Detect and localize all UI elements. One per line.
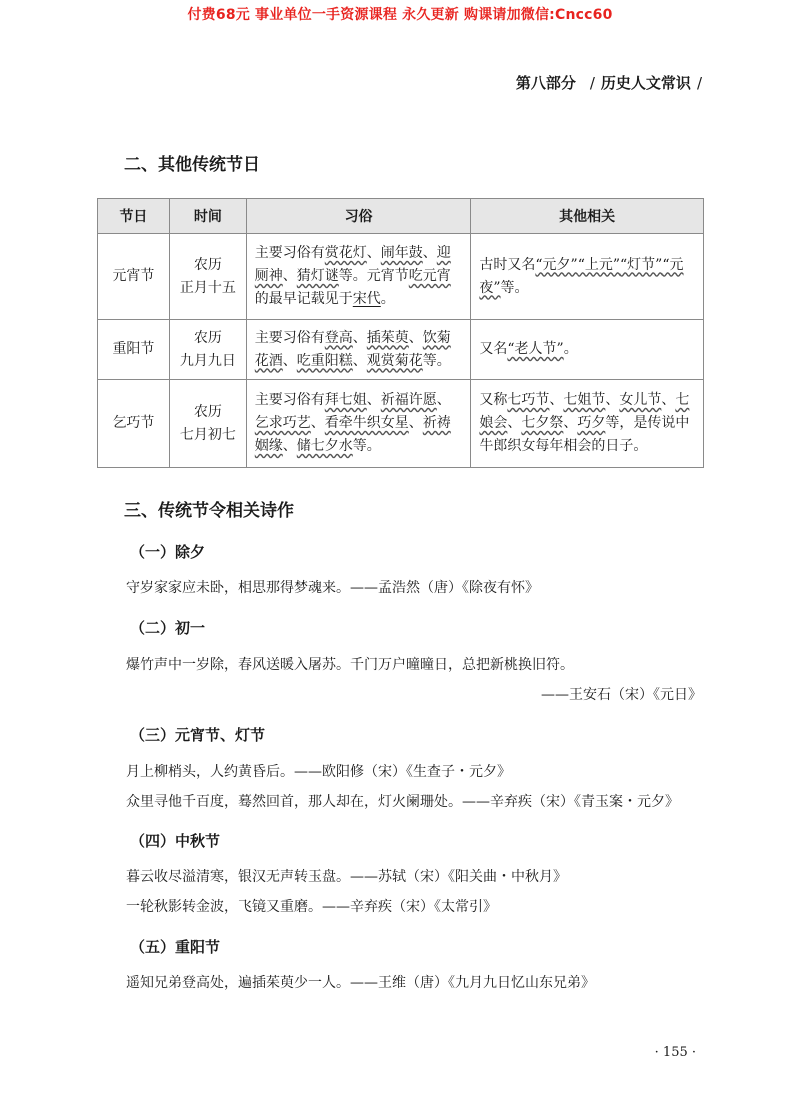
running-head — [516, 72, 702, 93]
part-label: 第八部分 — [515, 74, 576, 92]
marked-term: “元夕” — [535, 256, 578, 273]
section-heading: 三、传统节令相关诗作 — [124, 501, 294, 521]
separator: / — [589, 74, 595, 92]
separator: / — [696, 74, 702, 92]
text-fragment: 等，是传说中牛郎织女每年相会的日子。 — [479, 415, 690, 454]
marked-term: 祈福许愿 — [380, 392, 437, 408]
marked-term: 七娘会 — [479, 392, 690, 431]
festival-other — [471, 380, 704, 468]
text-fragment: 、 — [436, 392, 451, 408]
festival-name: 元宵节 — [98, 234, 170, 320]
text-fragment: 主要习俗有 — [254, 392, 325, 408]
marked-term: 女儿节 — [619, 392, 662, 408]
subsection-heading: （五）重阳节 — [130, 938, 221, 956]
festival-table — [97, 198, 704, 468]
text-fragment: 的最早记载见于 — [254, 291, 353, 307]
table-header-row — [98, 199, 704, 234]
text-fragment: 、 — [549, 392, 564, 408]
marked-term: 吃元宵 — [408, 268, 451, 284]
subsection-heading: （二）初一 — [130, 619, 206, 637]
marked-term: “灯节” — [620, 256, 663, 273]
poem-line: 众里寻他千百度，蓦然回首，那人却在，灯火阑珊处。——辛弃疾（宋）《青玉案・元夕》 — [126, 794, 679, 810]
marked-term: 猜灯谜 — [296, 268, 339, 284]
text-fragment: 古时又名 — [479, 256, 536, 273]
festival-name: 乞巧节 — [98, 380, 170, 468]
festival-time: 农历 七月初七 — [169, 380, 246, 468]
promo-banner: 付费68元 事业单位一手资源课程 永久更新 购课请加微信:Cncc60 — [187, 7, 613, 23]
marked-term: 插茱萸 — [366, 329, 409, 346]
text-fragment: 、 — [310, 415, 325, 431]
section-heading: 二、其他传统节日 — [124, 155, 260, 175]
poem-line: 月上柳梢头，人约黄昏后。——欧阳修（宋）《生查子・元夕》 — [126, 764, 511, 780]
marked-term: 吃重阳糕 — [296, 352, 353, 369]
text-fragment: 主要习俗有 — [254, 329, 325, 346]
table-row — [98, 380, 704, 468]
text-fragment: 、 — [282, 352, 297, 369]
marked-term: 祈祷姻缘 — [254, 415, 451, 454]
marked-term: “上元” — [577, 256, 621, 273]
topic-label: 历史人文常识 — [600, 74, 691, 92]
festival-time: 农历 九月九日 — [169, 320, 246, 380]
subsection-heading: （三）元宵节、灯节 — [130, 726, 266, 744]
text-fragment: 主要习俗有 — [254, 245, 325, 261]
poem-line: 守岁家家应未卧，相思那得梦魂来。——孟浩然（唐）《除夜有怀》 — [126, 580, 539, 596]
text-fragment: 又名 — [479, 341, 508, 357]
text-fragment: 。 — [563, 341, 578, 357]
subsection-heading: （一）除夕 — [130, 543, 206, 561]
marked-term: 储七夕水 — [296, 438, 353, 454]
column-header: 习俗 — [246, 199, 471, 234]
text-fragment: 、 — [408, 415, 423, 431]
poem-line: 爆竹声中一岁除，春风送暖入屠苏。千门万户曈曈日，总把新桃换旧符。 — [126, 657, 574, 673]
marked-term: 登高 — [324, 329, 353, 346]
text-fragment: 等。 — [352, 438, 381, 454]
text-fragment: 、 — [507, 415, 522, 431]
marked-term: “老人节” — [507, 341, 564, 357]
text-fragment: 、 — [282, 268, 297, 284]
text-fragment: 、 — [366, 392, 381, 408]
marked-term: 七姐节 — [563, 392, 606, 408]
text-fragment: 、 — [661, 392, 676, 408]
text-fragment: 、 — [366, 245, 381, 261]
text-fragment: 、 — [352, 352, 367, 369]
marked-term: 七巧节 — [507, 392, 550, 408]
festival-other — [471, 234, 704, 320]
marked-term: 宋代 — [352, 291, 381, 307]
marked-term: 乞求巧艺 — [254, 415, 311, 431]
column-header: 时间 — [169, 199, 246, 234]
festival-customs — [246, 234, 471, 320]
subsection-heading: （四）中秋节 — [130, 832, 221, 850]
table-row — [98, 320, 704, 380]
text-fragment: 等。 — [500, 279, 529, 296]
marked-term: 观赏菊花 — [366, 352, 423, 369]
marked-term: 巧夕 — [577, 415, 606, 431]
festival-customs — [246, 320, 471, 380]
marked-term: 闹年鼓 — [380, 245, 423, 261]
text-fragment: 。 — [380, 291, 395, 307]
text-fragment: 、 — [605, 392, 620, 408]
text-fragment: 又称 — [479, 392, 508, 408]
poem-line: 遥知兄弟登高处，遍插茱萸少一人。——王维（唐）《九月九日忆山东兄弟》 — [126, 975, 595, 991]
text-fragment: 等。元宵节 — [338, 268, 409, 284]
column-header: 节日 — [98, 199, 170, 234]
marked-term: 拜七姐 — [324, 392, 367, 408]
text-fragment: 、 — [282, 438, 297, 454]
marked-term: “元夜” — [479, 256, 684, 296]
marked-term: 七夕祭 — [521, 415, 564, 431]
poem-attribution: ——王安石（宋）《元日》 — [541, 687, 702, 703]
text-fragment: 、 — [563, 415, 578, 431]
column-header: 其他相关 — [471, 199, 704, 234]
text-fragment: 、 — [408, 329, 423, 346]
poem-line: 一轮秋影转金波，飞镜又重磨。——辛弃疾（宋）《太常引》 — [126, 899, 497, 915]
festival-name: 重阳节 — [98, 320, 170, 380]
marked-term: 赏花灯 — [324, 245, 367, 261]
page-number: · 155 · — [654, 1045, 696, 1060]
text-fragment: 、 — [422, 245, 437, 261]
festival-customs — [246, 380, 471, 468]
text-fragment: 、 — [352, 329, 367, 346]
text-fragment: 等。 — [422, 352, 451, 369]
poem-line: 暮云收尽溢清寒，银汉无声转玉盘。——苏轼（宋）《阳关曲・中秋月》 — [126, 869, 567, 885]
marked-term: 看牵牛织女星 — [324, 415, 409, 431]
table-row — [98, 234, 704, 320]
marked-term: 饮菊花酒 — [254, 329, 451, 369]
festival-time: 农历 正月十五 — [169, 234, 246, 320]
marked-term: 迎厕神 — [254, 245, 451, 284]
festival-other — [471, 320, 704, 380]
